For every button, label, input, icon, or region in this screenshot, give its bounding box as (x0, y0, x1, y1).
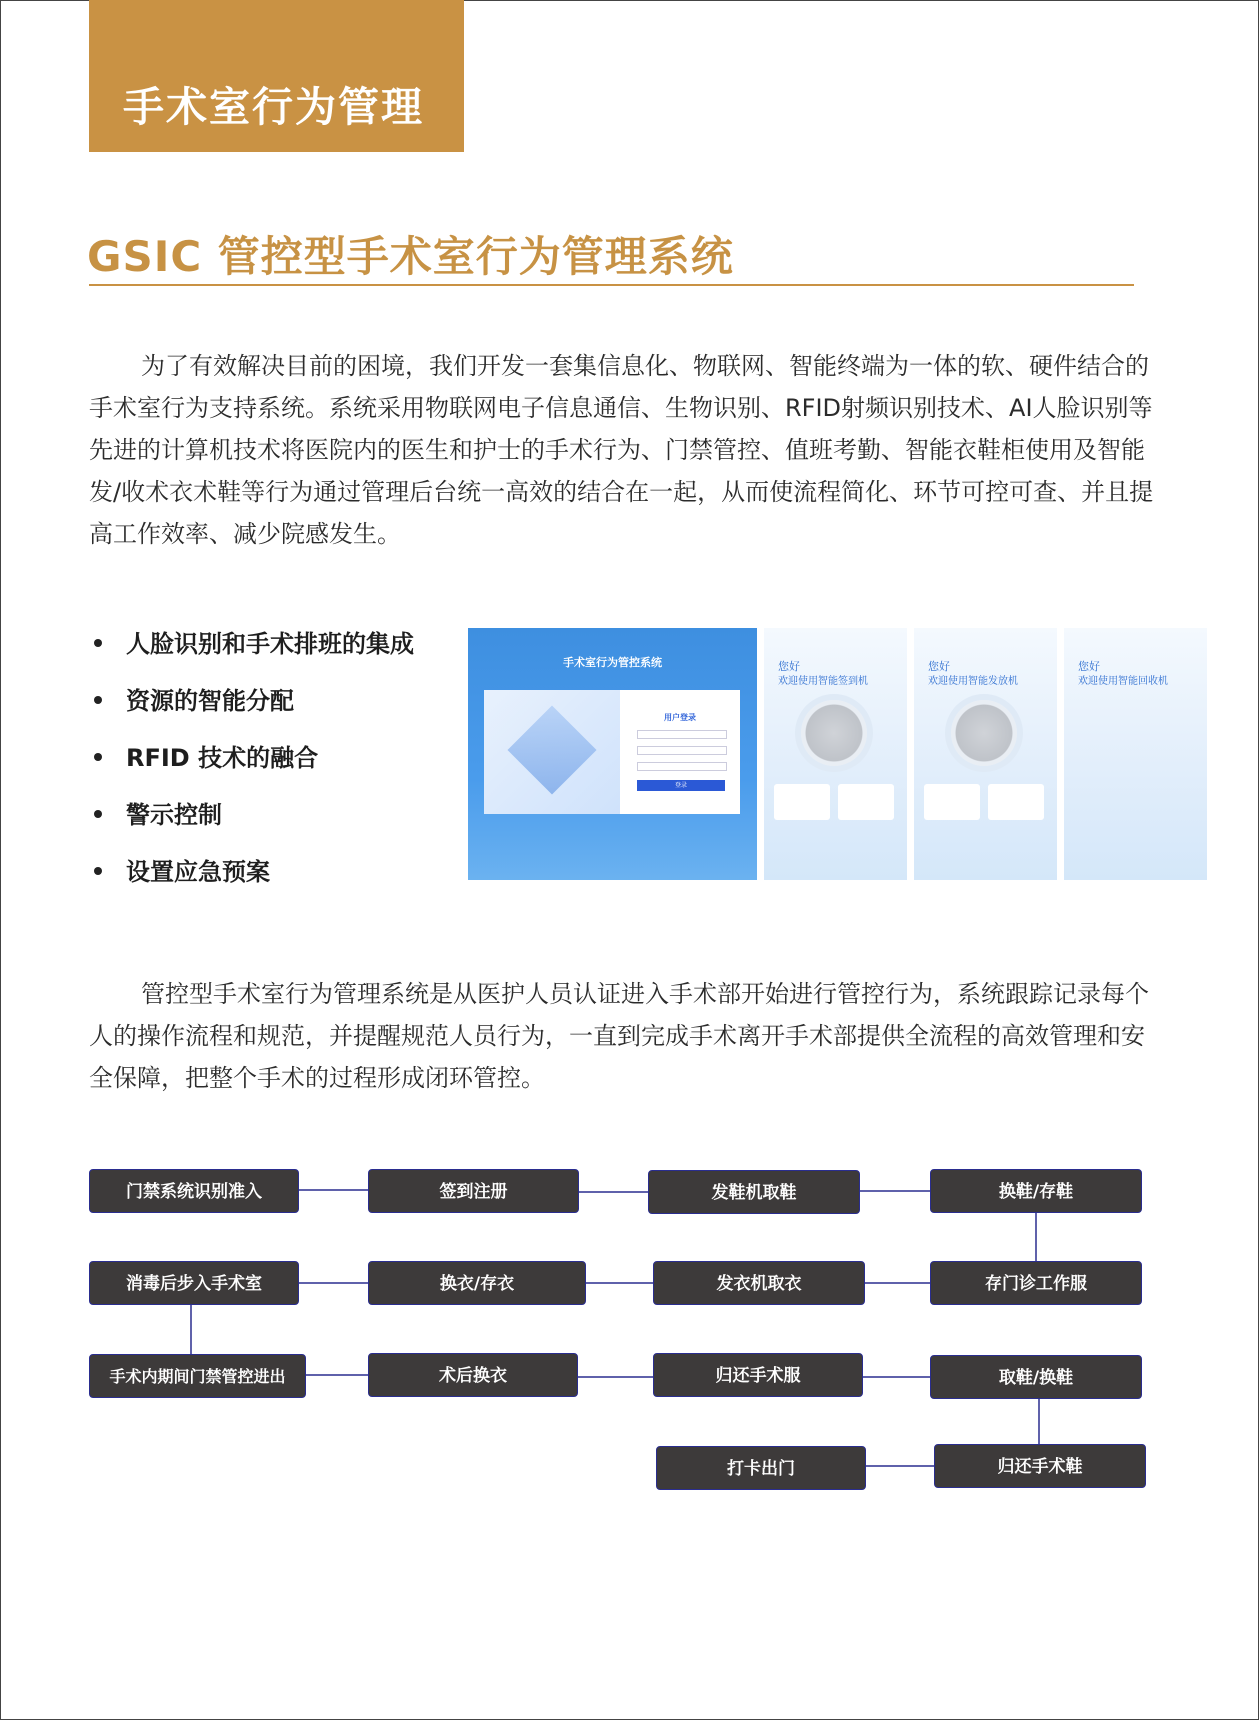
feature-item: 人脸识别和手术排班的集成 (89, 619, 414, 676)
kiosk-welcome: 欢迎使用智能回收机 (1078, 676, 1168, 687)
flow-step: 归还手术服 (653, 1353, 863, 1397)
feature-item: 资源的智能分配 (89, 676, 414, 733)
login-screen-title: 手术室行为管控系统 (563, 656, 662, 669)
feature-item: 设置应急预案 (89, 847, 414, 904)
flow-step: 手术内期间门禁管控进出 (89, 1354, 306, 1398)
flow-step: 取鞋/换鞋 (930, 1355, 1142, 1399)
feature-item: RFID 技术的融合 (89, 733, 414, 790)
flow-step: 存门诊工作服 (930, 1261, 1142, 1305)
page-title: GSIC 管控型手术室行为管理系统 (87, 232, 734, 281)
login-button: 登录 (637, 780, 725, 791)
flow-step: 消毒后步入手术室 (89, 1261, 299, 1305)
flow-step: 打卡出门 (656, 1446, 866, 1490)
kiosk-welcome: 欢迎使用智能发放机 (928, 676, 1018, 687)
kiosk-greeting: 您好 (778, 660, 800, 673)
kiosk-greeting: 您好 (1078, 660, 1100, 673)
flow-step: 换衣/存衣 (368, 1261, 586, 1305)
feature-item: 警示控制 (89, 790, 414, 847)
intro-paragraph: 为了有效解决目前的困境，我们开发一套集信息化、物联网、智能终端为一体的软、硬件结合的手术室行为支持系统。系统采用物联网电子信息通信、生物识别、RFID射频识别技术、AI人脸识别等先进的计算机技术将医院内的医生和护士的手术行为、门禁管控、值班考勤、智能衣鞋柜使用及智能发/收术衣术鞋等行为通过管理后台统一高效的结合在一起，从而使流程简化、环节可控可查、并且提高工作效率、减少院感发生。 (89, 352, 1154, 548)
flow-step: 归还手术鞋 (934, 1444, 1146, 1488)
flow-step: 发衣机取衣 (653, 1261, 865, 1305)
summary-paragraph: 管控型手术室行为管理系统是从医护人员认证进入手术部开始进行管控行为，系统跟踪记录每个人的操作流程和规范，并提醒规范人员行为，一直到完成手术离开手术部提供全流程的高效管理和安全保障，把整个手术的过程形成闭环管控。 (89, 980, 1149, 1092)
flow-step: 术后换衣 (368, 1353, 578, 1397)
kiosk-welcome: 欢迎使用智能签到机 (778, 676, 868, 687)
login-title: 用户登录 (664, 713, 696, 722)
kiosk-greeting: 您好 (928, 660, 950, 673)
flow-step: 换鞋/存鞋 (930, 1169, 1142, 1213)
section-header-label: 手术室行为管理 (123, 83, 424, 131)
flow-step: 发鞋机取鞋 (648, 1170, 860, 1214)
flow-step: 签到注册 (368, 1169, 579, 1213)
flow-step: 门禁系统识别准入 (89, 1169, 299, 1213)
